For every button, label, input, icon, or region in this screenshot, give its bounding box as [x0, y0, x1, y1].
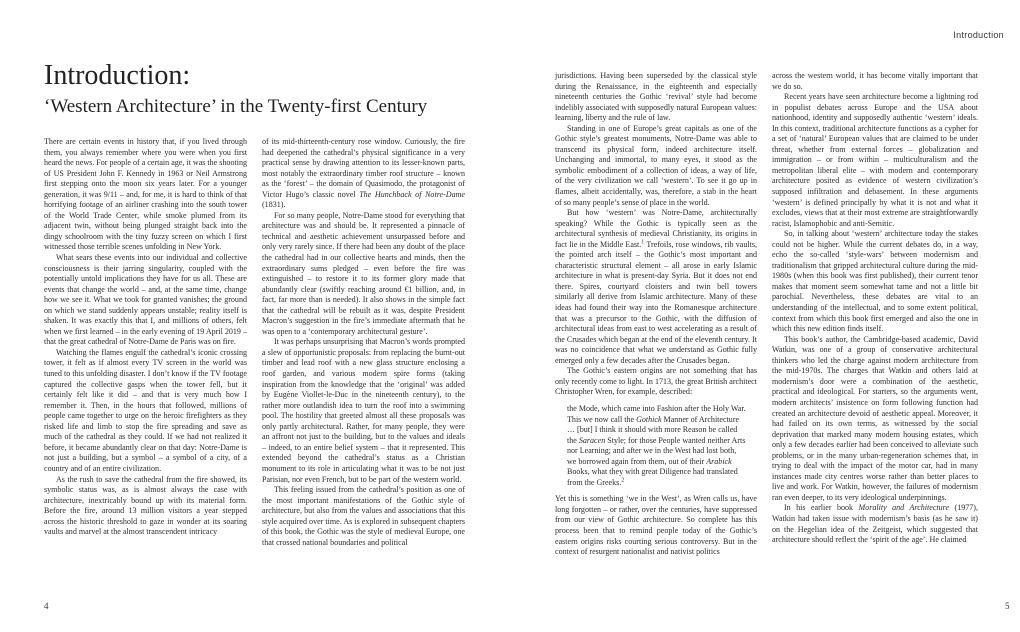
paragraph: Recent years have seen architecture become a lightning rod in populist debates across Europe and the USA about nationhood, identity and supposedly authentic ‘western’ ideals. In this context, traditional architecture functions as a cypher for a set of ‘natural’ European values that are claimed to be under threat, whether from external forces – globalization and immigration – or from within – multiculturalism and the metropolitan liberal elite – with modern and contemporary architecture posited as evidence of western civilization’s supposed infiltration and debasement. In these arguments ‘western’ is defined principally by what it is not and what it excludes, views that at their most extreme are straightforwardly racist, Islamophobic and anti-Semitic. — [772, 92, 978, 228]
paragraph: This feeling issued from the cathedral’s position as one of the most important manifestations of the Gothic style of architecture, but also from the values and associations that this style acquired over time. As is explored in subsequent chapters of this book, the Gothic was the style of medieval Europe, one that crossed national boundaries and political — [262, 485, 465, 547]
right-column-2 — [772, 71, 978, 546]
page-number-left: 4 — [44, 601, 49, 611]
paragraph: Watching the flames engulf the cathedral’s iconic crossing tower, it felt as if almost every TV screen in the world was tuned to this unfolding disaster. I don’t know if the TV footage captured the collective gasps when the tower fell, but it certainly felt like it did – and that is very much how I remember it. Then, in the hours that followed, millions of people came together to urge on the heroic firefighters as they risked life and limb to stop the fire spreading and save as much of the cathedral as they could. If we had not realized it before, it became abundantly clear on that day: Notre-Dame is not just a building, but a symbol – a symbol of a city, of a country and of an entire civilization. — [44, 347, 247, 473]
footnote-marker: 1 — [641, 239, 645, 246]
text-run: Style; for those People wanted neither Arts nor Learning; and after we in the West had lost both, we borrowed again from them, out of their — [567, 435, 746, 466]
footnote-marker: 2 — [621, 477, 625, 484]
left-column-2 — [262, 137, 465, 548]
text-run: Manner of Architecture … [but] I think it should with more Reason be called the — [567, 414, 740, 445]
paragraph: The Gothic’s eastern origins are not something that has only recently come to light. In 1713, the great British architect Christopher Wren, for example, described: — [555, 366, 757, 397]
paragraph — [555, 208, 757, 366]
right-page — [510, 0, 1020, 632]
paragraph: Standing in one of Europe’s great capitals as one of the Gothic style’s greatest monuments, Notre-Dame was able to transcend its physical form, indeed architecture itself. Unchanging and immortal, to many eyes, it stood as the symbolic embodiment of a collection of ideas, a way of life, of the very civilization we call ‘western’. To see it go up in flames, albeit accidentally, was, therefore, a stab in the heart of so many people’s sense of place in the world. — [555, 123, 757, 207]
paragraph: It was perhaps unsurprising that Macron’s words prompted a slew of opportunistic proposals: from replacing the burnt-out timber and lead roof with a new glass structure enclosing a roof garden, and various modern spire forms (taking inspiration from the knowledge that the ‘original’ was added by Eugène Viollet-le-Duc in the nineteenth century), to the rather more outlandish idea to turn the roof into a swimming pool. The hostility that greeted almost all these proposals was only partly architectural. Rather, for many people, they were an affront not just to the building, but to the values and ideals – indeed, to an entire belief system – that it represented. This extended beyond the cathedral’s status as a Christian monument to its role in articulating what it was to be not just Parisian, nor even French, but to be part of the western world. — [262, 337, 465, 484]
text-run: of its mid-thirteenth-century rose window. Curiously, the fire had deepened the cathedral’s physical significance in a very practical sense by drawing attention to its lesser-known parts, most notably the extraordinary timber roof structure – known as the ‘forest’ – the domain of Quasimodo, the protagonist of Victor Hugo’s classic novel — [262, 137, 465, 199]
paragraph: There are certain events in history that, if you lived through them, you always remember where you were when you first heard the news. For people of a certain age, it was the shooting of US President John F. Kennedy in 1963 or Neil Armstrong first stepping onto the moon six years later. For a younger generation, it was 9/11 – and, for me, it is hard to think of that horrifying footage of an airliner crashing into the south tower of the World Trade Center, while smoke plumed from its adjacent twin, without being plunged straight back into the dingy schoolroom with the tiny fuzzy screen on which I first witnessed those terrible scenes unfolding in New York. — [44, 137, 247, 252]
text-run: But how ‘western’ was Notre-Dame, architecturally speaking? While the Gothic is typically seen as the architectural synthesis of medieval Christianity, its origins in fact lie in the Middle East. — [555, 208, 757, 249]
text-run: (1977), Watkin had taken issue with modernism’s basis (as he saw it) on the Hegelian idea of the Zeitgeist, which suggested that architecture should reflect the ‘spirit of the age’. He claimed — [772, 503, 978, 545]
paragraph: This book’s author, the Cambridge-based academic, David Watkin, was one of a group of conservative architectural thinkers who led the charge against modern architecture from the mid-1970s. The charges that Watkin and others laid at modernism’s door were a combination of the aesthetic, practical and ideological. For starters, so the arguments went, modern architects’ insistence on form following function had created an architecture devoid of aesthetic appeal. Moreover, it had failed on its own terms, as witnessed by the social deprivation that marked many modern housing estates, which only a few decades earlier had been conceived to alleviate such problems, or in the many urban-regeneration schemes that, in trying to deal with the impact of the motor car, had in many instances made city centres worse rather than better places to live and work. For Watkin, however, the failures of modernism ran even deeper, to its very ideological underpinnings. — [772, 334, 978, 502]
page-number-right: 5 — [1005, 601, 1010, 611]
text-run: In his earlier book — [784, 503, 859, 513]
paragraph: What sears these events into our individual and collective consciousness is their jarring singularity, coupled with the potentially untold implications they have for us all. These are events that change the world – and, at the same time, change how we see it. What we took for granted vanishes; the ground on which we stand suddenly appears unstable; reality itself is shaken. It was exactly this that I, and millions of others, felt when we first learned – in the early evening of 19 April 2019 – that the great cathedral of Notre-Dame de Paris was on fire. — [44, 253, 247, 347]
text-run: (1831). — [262, 200, 286, 210]
paragraph: As the rush to save the cathedral from the fire showed, its symbolic status was, as is almost always the case with architecture, inextricably bound up with its material form. Before the fire, around 13 million visitors a year stepped across the historic threshold to gaze in wonder at its soaring vaults and marvel at the almost transcendent intricacy — [44, 474, 247, 537]
paragraph: across the western world, it has become vitally important that we do so. — [772, 71, 978, 91]
chapter-title: Introduction: — [44, 60, 191, 91]
book-title: Morality and Architecture — [858, 503, 950, 513]
left-column-1 — [44, 137, 247, 538]
running-head: Introduction — [953, 30, 1004, 40]
paragraph — [772, 503, 978, 545]
text-run: the Mode, which came into Fashion after the Holy War. This we now call the — [567, 403, 746, 424]
paragraph: So, in talking about ‘western’ architecture today the stakes could not be higher. While the current debates do, in a way, echo the so-called ‘style-wars’ between modernism and traditionalism that gripped architectural culture during the mid-1980s (when this book was first published), their current tenor makes that moment seem somewhat tame and not a little bit parochial. Nevertheless, these debates are vital to an understanding of the intellectual, and to some extent political, context from which this book first emerged and also the one in which this new edition finds itself. — [772, 229, 978, 334]
paragraph: jurisdictions. Having been superseded by the classical style during the Renaissance, in the eighteenth and especially nineteenth centuries the Gothic ‘revival’ style had become indelibly associated with supposedly natural European values: learning, liberty and the rule of law. — [555, 71, 757, 123]
book-title: The Hunchback of Notre-Dame — [359, 189, 465, 199]
italic-term: Saracen — [578, 435, 606, 445]
paragraph: Yet this is something ‘we in the West’, as Wren calls us, have long forgotten – or rather, over the centuries, have suppressed from our view of Gothic architecture. So complete has this process been that to remind people today of the Gothic’s eastern origins risks courting serious controversy. But in the context of resurgent nationalist and nativist politics — [555, 494, 757, 557]
text-run: Trefoils, rose windows, rib vaults, the pointed arch itself – the Gothic’s most important and characteristic structural element – all arose in early Islamic architecture in what is present-day Syria. But it does not end there. Spires, courtyard cloisters and twin bell towers similarly all derive from Islamic architecture. Many of these ideas had found their way into the Romanesque architecture that was a precursor to the Gothic, with the diffusion of architectural ideas from east to west accelerating as a result of the Crusades which began at the end of the eleventh century. It was no coincidence that what we understand as Gothic fully emerged only a few decades after the Crusades began. — [555, 239, 757, 365]
chapter-subtitle: ‘Western Architecture’ in the Twenty-first Century — [44, 96, 428, 117]
text-run: Books, what they with great Diligence had translated from the Greeks. — [567, 467, 738, 487]
block-quote — [567, 404, 747, 488]
paragraph: For so many people, Notre-Dame stood for everything that architecture was and should be. It represented a pinnacle of technical and aesthetic achievement unsurpassed before and only very rarely since. If there had been any doubt of the place the cathedral had in our collective hearts and minds, then the extraordinary sums pledged – even before the fire was extinguished – to restore it to its former glory made that abundantly clear (swiftly reaching around €1 billion, and, in fact, far more than is needed). It also shows in the simple fact that the cathedral will be rebuilt as it was, despite President Macron’s suggestion in the fire’s immediate aftermath that he was open to a ‘contemporary architectural gesture’. — [262, 210, 465, 336]
italic-term: Gothick — [636, 414, 662, 424]
italic-term: Arabick — [706, 456, 732, 466]
paragraph — [262, 137, 465, 211]
right-column-1 — [555, 71, 757, 558]
